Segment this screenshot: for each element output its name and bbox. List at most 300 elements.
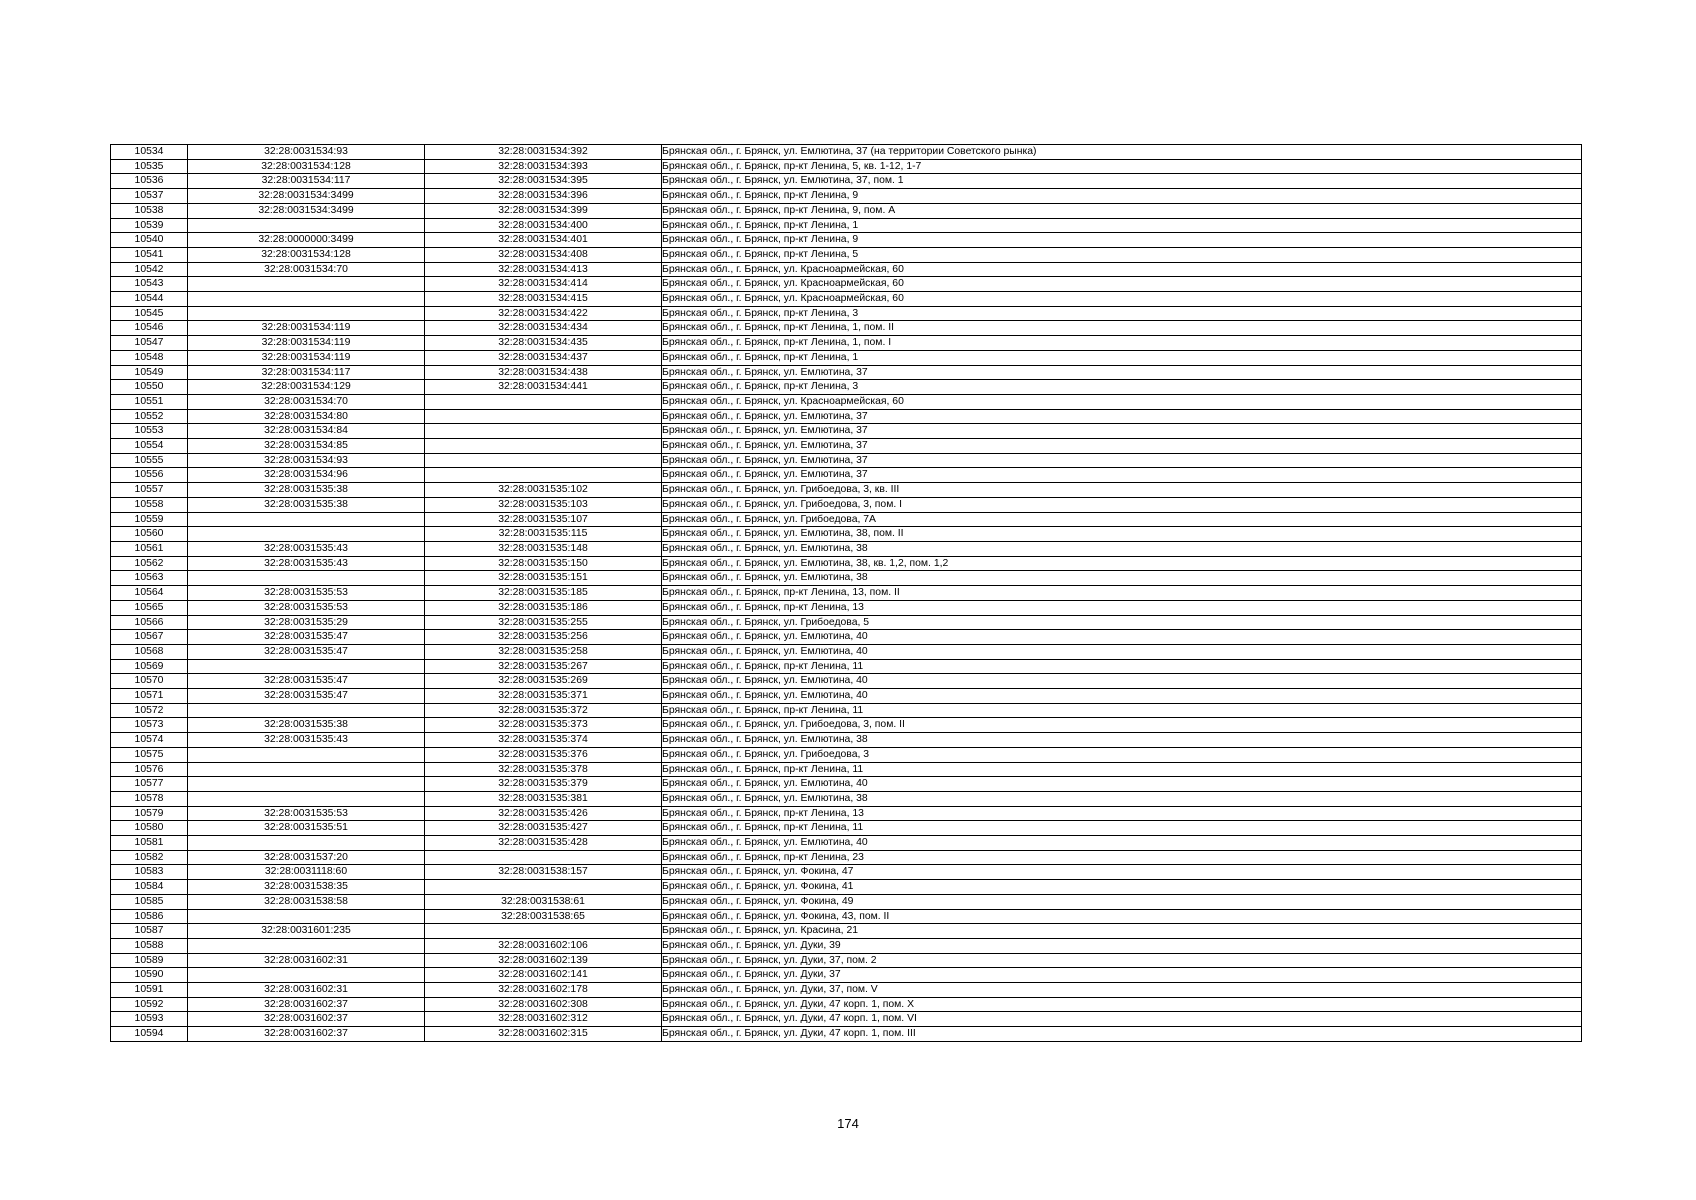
table-row [111, 439, 1582, 454]
table-row [111, 189, 1582, 204]
row-number-cell: 10570 [111, 674, 188, 689]
previous-cadastral-number-cell: 32:28:0031538:35 [188, 880, 425, 895]
cadastral-number-cell: 32:28:0031535:376 [425, 747, 662, 762]
previous-cadastral-number-cell: 32:28:0031602:31 [188, 983, 425, 998]
row-number-cell: 10567 [111, 630, 188, 645]
row-number-cell: 10588 [111, 938, 188, 953]
row-number-cell: 10582 [111, 850, 188, 865]
cadastral-number-cell: 32:28:0031535:103 [425, 497, 662, 512]
address-cell: Брянская обл., г. Брянск, ул. Емлютина, 40 [662, 689, 1582, 704]
table-row [111, 277, 1582, 292]
previous-cadastral-number-cell [188, 571, 425, 586]
cadastral-number-cell [425, 424, 662, 439]
address-cell: Брянская обл., г. Брянск, ул. Грибоедова, 3, пом. II [662, 718, 1582, 733]
cadastral-number-cell [425, 924, 662, 939]
table-row [111, 689, 1582, 704]
cadastral-number-cell: 32:28:0031534:396 [425, 189, 662, 204]
address-cell: Брянская обл., г. Брянск, ул. Дуки, 37 [662, 968, 1582, 983]
table-row [111, 968, 1582, 983]
address-cell: Брянская обл., г. Брянск, ул. Емлютина, 40 [662, 630, 1582, 645]
row-number-cell: 10589 [111, 953, 188, 968]
address-cell: Брянская обл., г. Брянск, ул. Дуки, 47 корп. 1, пом. X [662, 997, 1582, 1012]
address-cell: Брянская обл., г. Брянск, ул. Фокина, 43, пом. II [662, 909, 1582, 924]
address-cell: Брянская обл., г. Брянск, пр-кт Ленина, 1 [662, 218, 1582, 233]
previous-cadastral-number-cell [188, 292, 425, 307]
cadastral-number-cell [425, 439, 662, 454]
address-cell: Брянская обл., г. Брянск, пр-кт Ленина, 13, пом. II [662, 586, 1582, 601]
previous-cadastral-number-cell: 32:28:0031535:53 [188, 600, 425, 615]
cadastral-number-cell: 32:28:0031535:256 [425, 630, 662, 645]
cadastral-number-cell: 32:28:0031535:371 [425, 689, 662, 704]
row-number-cell: 10591 [111, 983, 188, 998]
table-row [111, 806, 1582, 821]
previous-cadastral-number-cell: 32:28:0031535:43 [188, 733, 425, 748]
address-cell: Брянская обл., г. Брянск, пр-кт Ленина, 9 [662, 233, 1582, 248]
cadastral-number-cell: 32:28:0031602:139 [425, 953, 662, 968]
row-number-cell: 10564 [111, 586, 188, 601]
table-row [111, 497, 1582, 512]
previous-cadastral-number-cell: 32:28:0031602:37 [188, 1012, 425, 1027]
cadastral-number-cell: 32:28:0031534:438 [425, 365, 662, 380]
previous-cadastral-number-cell: 32:28:0031602:37 [188, 997, 425, 1012]
previous-cadastral-number-cell: 32:28:0031534:117 [188, 174, 425, 189]
row-number-cell: 10556 [111, 468, 188, 483]
table-row [111, 821, 1582, 836]
table-row [111, 644, 1582, 659]
previous-cadastral-number-cell: 32:28:0031535:43 [188, 556, 425, 571]
table-row [111, 924, 1582, 939]
row-number-cell: 10594 [111, 1027, 188, 1042]
table-row [111, 880, 1582, 895]
address-cell: Брянская обл., г. Брянск, ул. Емлютина, 38 [662, 571, 1582, 586]
previous-cadastral-number-cell: 32:28:0031602:37 [188, 1027, 425, 1042]
previous-cadastral-number-cell: 32:28:0031535:51 [188, 821, 425, 836]
table-row [111, 1027, 1582, 1042]
address-cell: Брянская обл., г. Брянск, пр-кт Ленина, 11 [662, 821, 1582, 836]
address-cell: Брянская обл., г. Брянск, пр-кт Ленина, 1, пом. I [662, 336, 1582, 351]
previous-cadastral-number-cell: 32:28:0031118:60 [188, 865, 425, 880]
table-row [111, 836, 1582, 851]
table-row [111, 983, 1582, 998]
table-row [111, 468, 1582, 483]
table-row [111, 600, 1582, 615]
previous-cadastral-number-cell [188, 777, 425, 792]
table-row [111, 571, 1582, 586]
row-number-cell: 10573 [111, 718, 188, 733]
cadastral-number-cell: 32:28:0031534:434 [425, 321, 662, 336]
cadastral-number-cell: 32:28:0031535:107 [425, 512, 662, 527]
address-cell: Брянская обл., г. Брянск, пр-кт Ленина, 5 [662, 247, 1582, 262]
previous-cadastral-number-cell [188, 968, 425, 983]
registry-table-body [111, 145, 1582, 1042]
previous-cadastral-number-cell: 32:28:0031535:43 [188, 541, 425, 556]
row-number-cell: 10590 [111, 968, 188, 983]
address-cell: Брянская обл., г. Брянск, пр-кт Ленина, 3 [662, 306, 1582, 321]
cadastral-number-cell: 32:28:0031535:148 [425, 541, 662, 556]
table-row [111, 850, 1582, 865]
cadastral-number-cell: 32:28:0031538:157 [425, 865, 662, 880]
row-number-cell: 10559 [111, 512, 188, 527]
address-cell: Брянская обл., г. Брянск, ул. Емлютина, 40 [662, 836, 1582, 851]
cadastral-number-cell: 32:28:0031535:374 [425, 733, 662, 748]
registry-table [110, 144, 1582, 1042]
row-number-cell: 10581 [111, 836, 188, 851]
table-row [111, 556, 1582, 571]
table-row [111, 365, 1582, 380]
address-cell: Брянская обл., г. Брянск, пр-кт Ленина, 13 [662, 806, 1582, 821]
cadastral-number-cell: 32:28:0031602:178 [425, 983, 662, 998]
address-cell: Брянская обл., г. Брянск, ул. Емлютина, 38, кв. 1,2, пом. 1,2 [662, 556, 1582, 571]
row-number-cell: 10544 [111, 292, 188, 307]
address-cell: Брянская обл., г. Брянск, ул. Дуки, 37, пом. V [662, 983, 1582, 998]
address-cell: Брянская обл., г. Брянск, ул. Фокина, 49 [662, 894, 1582, 909]
row-number-cell: 10572 [111, 703, 188, 718]
previous-cadastral-number-cell: 32:28:0031535:47 [188, 674, 425, 689]
table-row [111, 321, 1582, 336]
previous-cadastral-number-cell: 32:28:0031535:47 [188, 630, 425, 645]
table-row [111, 997, 1582, 1012]
row-number-cell: 10554 [111, 439, 188, 454]
cadastral-number-cell: 32:28:0031535:151 [425, 571, 662, 586]
row-number-cell: 10550 [111, 380, 188, 395]
cadastral-number-cell: 32:28:0031535:115 [425, 527, 662, 542]
previous-cadastral-number-cell: 32:28:0031535:38 [188, 718, 425, 733]
cadastral-number-cell: 32:28:0031534:401 [425, 233, 662, 248]
previous-cadastral-number-cell: 32:28:0031534:117 [188, 365, 425, 380]
table-row [111, 527, 1582, 542]
previous-cadastral-number-cell: 32:28:0031534:84 [188, 424, 425, 439]
address-cell: Брянская обл., г. Брянск, ул. Дуки, 39 [662, 938, 1582, 953]
address-cell: Брянская обл., г. Брянск, ул. Емлютина, 38 [662, 791, 1582, 806]
cadastral-number-cell: 32:28:0031534:392 [425, 145, 662, 160]
address-cell: Брянская обл., г. Брянск, пр-кт Ленина, 5, кв. 1-12, 1-7 [662, 159, 1582, 174]
cadastral-number-cell: 32:28:0031535:381 [425, 791, 662, 806]
address-cell: Брянская обл., г. Брянск, ул. Дуки, 37, пом. 2 [662, 953, 1582, 968]
row-number-cell: 10586 [111, 909, 188, 924]
previous-cadastral-number-cell [188, 762, 425, 777]
address-cell: Брянская обл., г. Брянск, пр-кт Ленина, 9, пом. А [662, 203, 1582, 218]
previous-cadastral-number-cell: 32:28:0031534:70 [188, 394, 425, 409]
address-cell: Брянская обл., г. Брянск, ул. Красина, 21 [662, 924, 1582, 939]
row-number-cell: 10562 [111, 556, 188, 571]
address-cell: Брянская обл., г. Брянск, ул. Емлютина, 37 [662, 365, 1582, 380]
cadastral-number-cell: 32:28:0031535:258 [425, 644, 662, 659]
cadastral-number-cell: 32:28:0031534:393 [425, 159, 662, 174]
table-row [111, 159, 1582, 174]
cadastral-number-cell: 32:28:0031602:308 [425, 997, 662, 1012]
previous-cadastral-number-cell: 32:28:0031534:3499 [188, 189, 425, 204]
row-number-cell: 10576 [111, 762, 188, 777]
previous-cadastral-number-cell [188, 909, 425, 924]
cadastral-number-cell: 32:28:0031535:185 [425, 586, 662, 601]
row-number-cell: 10549 [111, 365, 188, 380]
row-number-cell: 10578 [111, 791, 188, 806]
row-number-cell: 10577 [111, 777, 188, 792]
cadastral-number-cell [425, 394, 662, 409]
cadastral-number-cell: 32:28:0031535:255 [425, 615, 662, 630]
cadastral-number-cell: 32:28:0031534:441 [425, 380, 662, 395]
cadastral-number-cell: 32:28:0031534:408 [425, 247, 662, 262]
row-number-cell: 10557 [111, 483, 188, 498]
address-cell: Брянская обл., г. Брянск, пр-кт Ленина, 13 [662, 600, 1582, 615]
previous-cadastral-number-cell: 32:28:0031602:31 [188, 953, 425, 968]
cadastral-number-cell [425, 453, 662, 468]
cadastral-number-cell: 32:28:0031602:315 [425, 1027, 662, 1042]
row-number-cell: 10583 [111, 865, 188, 880]
row-number-cell: 10536 [111, 174, 188, 189]
previous-cadastral-number-cell: 32:28:0031534:128 [188, 247, 425, 262]
table-row [111, 453, 1582, 468]
address-cell: Брянская обл., г. Брянск, ул. Дуки, 47 корп. 1, пом. VI [662, 1012, 1582, 1027]
previous-cadastral-number-cell [188, 659, 425, 674]
address-cell: Брянская обл., г. Брянск, пр-кт Ленина, 11 [662, 659, 1582, 674]
row-number-cell: 10579 [111, 806, 188, 821]
cadastral-number-cell: 32:28:0031534:414 [425, 277, 662, 292]
row-number-cell: 10580 [111, 821, 188, 836]
table-row [111, 409, 1582, 424]
address-cell: Брянская обл., г. Брянск, пр-кт Ленина, 3 [662, 380, 1582, 395]
previous-cadastral-number-cell: 32:28:0031534:96 [188, 468, 425, 483]
table-row [111, 747, 1582, 762]
row-number-cell: 10537 [111, 189, 188, 204]
previous-cadastral-number-cell: 32:28:0031534:93 [188, 145, 425, 160]
previous-cadastral-number-cell: 32:28:0031534:70 [188, 262, 425, 277]
row-number-cell: 10592 [111, 997, 188, 1012]
row-number-cell: 10553 [111, 424, 188, 439]
table-row [111, 1012, 1582, 1027]
row-number-cell: 10547 [111, 336, 188, 351]
address-cell: Брянская обл., г. Брянск, ул. Грибоедова, 5 [662, 615, 1582, 630]
address-cell: Брянская обл., г. Брянск, ул. Фокина, 47 [662, 865, 1582, 880]
table-row [111, 615, 1582, 630]
table-row [111, 586, 1582, 601]
cadastral-number-cell: 32:28:0031535:372 [425, 703, 662, 718]
address-cell: Брянская обл., г. Брянск, ул. Красноармейская, 60 [662, 394, 1582, 409]
row-number-cell: 10542 [111, 262, 188, 277]
address-cell: Брянская обл., г. Брянск, ул. Емлютина, 40 [662, 644, 1582, 659]
previous-cadastral-number-cell: 32:28:0031534:119 [188, 350, 425, 365]
cadastral-number-cell: 32:28:0031538:61 [425, 894, 662, 909]
address-cell: Брянская обл., г. Брянск, пр-кт Ленина, 9 [662, 189, 1582, 204]
table-row [111, 674, 1582, 689]
cadastral-number-cell: 32:28:0031535:269 [425, 674, 662, 689]
table-row [111, 718, 1582, 733]
row-number-cell: 10587 [111, 924, 188, 939]
table-row [111, 762, 1582, 777]
cadastral-number-cell: 32:28:0031535:373 [425, 718, 662, 733]
address-cell: Брянская обл., г. Брянск, ул. Красноармейская, 60 [662, 262, 1582, 277]
address-cell: Брянская обл., г. Брянск, ул. Емлютина, 37 [662, 468, 1582, 483]
address-cell: Брянская обл., г. Брянск, пр-кт Ленина, 1 [662, 350, 1582, 365]
table-row [111, 203, 1582, 218]
table-row [111, 865, 1582, 880]
row-number-cell: 10546 [111, 321, 188, 336]
previous-cadastral-number-cell [188, 306, 425, 321]
cadastral-number-cell: 32:28:0031534:415 [425, 292, 662, 307]
previous-cadastral-number-cell: 32:28:0000000:3499 [188, 233, 425, 248]
cadastral-number-cell: 32:28:0031535:150 [425, 556, 662, 571]
page-number: 174 [837, 1116, 859, 1131]
row-number-cell: 10535 [111, 159, 188, 174]
previous-cadastral-number-cell [188, 791, 425, 806]
row-number-cell: 10551 [111, 394, 188, 409]
address-cell: Брянская обл., г. Брянск, ул. Емлютина, 40 [662, 777, 1582, 792]
address-cell: Брянская обл., г. Брянск, ул. Емлютина, 38 [662, 541, 1582, 556]
table-row [111, 659, 1582, 674]
table-row [111, 938, 1582, 953]
row-number-cell: 10563 [111, 571, 188, 586]
row-number-cell: 10539 [111, 218, 188, 233]
address-cell: Брянская обл., г. Брянск, ул. Дуки, 47 корп. 1, пом. III [662, 1027, 1582, 1042]
previous-cadastral-number-cell [188, 938, 425, 953]
cadastral-number-cell: 32:28:0031535:426 [425, 806, 662, 821]
cadastral-number-cell: 32:28:0031602:312 [425, 1012, 662, 1027]
table-row [111, 394, 1582, 409]
cadastral-number-cell: 32:28:0031534:400 [425, 218, 662, 233]
previous-cadastral-number-cell: 32:28:0031534:85 [188, 439, 425, 454]
address-cell: Брянская обл., г. Брянск, ул. Емлютина, 40 [662, 674, 1582, 689]
table-row [111, 306, 1582, 321]
address-cell: Брянская обл., г. Брянск, ул. Емлютина, 37 [662, 453, 1582, 468]
cadastral-number-cell: 32:28:0031538:65 [425, 909, 662, 924]
address-cell: Брянская обл., г. Брянск, ул. Грибоедова, 3, пом. I [662, 497, 1582, 512]
cadastral-number-cell: 32:28:0031602:141 [425, 968, 662, 983]
row-number-cell: 10545 [111, 306, 188, 321]
cadastral-number-cell: 32:28:0031535:102 [425, 483, 662, 498]
previous-cadastral-number-cell [188, 277, 425, 292]
previous-cadastral-number-cell [188, 512, 425, 527]
row-number-cell: 10560 [111, 527, 188, 542]
row-number-cell: 10575 [111, 747, 188, 762]
table-row [111, 512, 1582, 527]
previous-cadastral-number-cell: 32:28:0031535:38 [188, 497, 425, 512]
address-cell: Брянская обл., г. Брянск, ул. Емлютина, 37, пом. 1 [662, 174, 1582, 189]
row-number-cell: 10555 [111, 453, 188, 468]
address-cell: Брянская обл., г. Брянск, ул. Красноармейская, 60 [662, 277, 1582, 292]
cadastral-number-cell: 32:28:0031535:186 [425, 600, 662, 615]
address-cell: Брянская обл., г. Брянск, ул. Емлютина, 37 [662, 439, 1582, 454]
cadastral-number-cell: 32:28:0031535:378 [425, 762, 662, 777]
address-cell: Брянская обл., г. Брянск, ул. Грибоедова, 3, кв. III [662, 483, 1582, 498]
previous-cadastral-number-cell: 32:28:0031534:119 [188, 321, 425, 336]
previous-cadastral-number-cell: 32:28:0031535:47 [188, 689, 425, 704]
address-cell: Брянская обл., г. Брянск, пр-кт Ленина, 23 [662, 850, 1582, 865]
row-number-cell: 10561 [111, 541, 188, 556]
cadastral-number-cell: 32:28:0031535:427 [425, 821, 662, 836]
table-row [111, 292, 1582, 307]
cadastral-number-cell: 32:28:0031534:435 [425, 336, 662, 351]
table-row [111, 894, 1582, 909]
row-number-cell: 10566 [111, 615, 188, 630]
previous-cadastral-number-cell: 32:28:0031535:47 [188, 644, 425, 659]
cadastral-number-cell: 32:28:0031535:379 [425, 777, 662, 792]
previous-cadastral-number-cell [188, 747, 425, 762]
row-number-cell: 10571 [111, 689, 188, 704]
address-cell: Брянская обл., г. Брянск, ул. Емлютина, 38 [662, 733, 1582, 748]
cadastral-number-cell [425, 850, 662, 865]
table-row [111, 791, 1582, 806]
previous-cadastral-number-cell: 32:28:0031535:53 [188, 806, 425, 821]
table-row [111, 145, 1582, 160]
previous-cadastral-number-cell: 32:28:0031534:129 [188, 380, 425, 395]
table-row [111, 247, 1582, 262]
address-cell: Брянская обл., г. Брянск, ул. Емлютина, 37 (на территории Советского рынка) [662, 145, 1582, 160]
address-cell: Брянская обл., г. Брянск, ул. Грибоедова, 3 [662, 747, 1582, 762]
row-number-cell: 10534 [111, 145, 188, 160]
cadastral-number-cell: 32:28:0031535:267 [425, 659, 662, 674]
previous-cadastral-number-cell: 32:28:0031535:38 [188, 483, 425, 498]
address-cell: Брянская обл., г. Брянск, ул. Емлютина, 38, пом. II [662, 527, 1582, 542]
row-number-cell: 10543 [111, 277, 188, 292]
previous-cadastral-number-cell: 32:28:0031534:93 [188, 453, 425, 468]
row-number-cell: 10593 [111, 1012, 188, 1027]
table-row [111, 174, 1582, 189]
cadastral-number-cell: 32:28:0031534:413 [425, 262, 662, 277]
cadastral-number-cell: 32:28:0031534:395 [425, 174, 662, 189]
previous-cadastral-number-cell: 32:28:0031534:3499 [188, 203, 425, 218]
previous-cadastral-number-cell: 32:28:0031535:29 [188, 615, 425, 630]
row-number-cell: 10584 [111, 880, 188, 895]
row-number-cell: 10538 [111, 203, 188, 218]
row-number-cell: 10569 [111, 659, 188, 674]
address-cell: Брянская обл., г. Брянск, пр-кт Ленина, 11 [662, 703, 1582, 718]
table-row [111, 909, 1582, 924]
table-row [111, 336, 1582, 351]
row-number-cell: 10565 [111, 600, 188, 615]
previous-cadastral-number-cell: 32:28:0031538:58 [188, 894, 425, 909]
address-cell: Брянская обл., г. Брянск, ул. Емлютина, 37 [662, 424, 1582, 439]
previous-cadastral-number-cell [188, 527, 425, 542]
row-number-cell: 10548 [111, 350, 188, 365]
cadastral-number-cell: 32:28:0031534:399 [425, 203, 662, 218]
row-number-cell: 10574 [111, 733, 188, 748]
address-cell: Брянская обл., г. Брянск, пр-кт Ленина, 1, пом. II [662, 321, 1582, 336]
row-number-cell: 10568 [111, 644, 188, 659]
previous-cadastral-number-cell: 32:28:0031534:80 [188, 409, 425, 424]
row-number-cell: 10558 [111, 497, 188, 512]
row-number-cell: 10585 [111, 894, 188, 909]
table-row [111, 703, 1582, 718]
table-row [111, 953, 1582, 968]
previous-cadastral-number-cell: 32:28:0031601:235 [188, 924, 425, 939]
address-cell: Брянская обл., г. Брянск, пр-кт Ленина, 11 [662, 762, 1582, 777]
table-row [111, 218, 1582, 233]
row-number-cell: 10540 [111, 233, 188, 248]
cadastral-number-cell [425, 468, 662, 483]
table-row [111, 424, 1582, 439]
table-row [111, 350, 1582, 365]
previous-cadastral-number-cell: 32:28:0031534:128 [188, 159, 425, 174]
table-row [111, 777, 1582, 792]
address-cell: Брянская обл., г. Брянск, ул. Фокина, 41 [662, 880, 1582, 895]
table-row [111, 380, 1582, 395]
cadastral-number-cell: 32:28:0031534:437 [425, 350, 662, 365]
row-number-cell: 10541 [111, 247, 188, 262]
table-row [111, 233, 1582, 248]
table-row [111, 262, 1582, 277]
previous-cadastral-number-cell: 32:28:0031535:53 [188, 586, 425, 601]
table-row [111, 541, 1582, 556]
previous-cadastral-number-cell [188, 836, 425, 851]
previous-cadastral-number-cell [188, 218, 425, 233]
cadastral-number-cell: 32:28:0031535:428 [425, 836, 662, 851]
row-number-cell: 10552 [111, 409, 188, 424]
cadastral-number-cell: 32:28:0031534:422 [425, 306, 662, 321]
cadastral-number-cell [425, 880, 662, 895]
previous-cadastral-number-cell: 32:28:0031537:20 [188, 850, 425, 865]
address-cell: Брянская обл., г. Брянск, ул. Красноармейская, 60 [662, 292, 1582, 307]
address-cell: Брянская обл., г. Брянск, ул. Емлютина, 37 [662, 409, 1582, 424]
